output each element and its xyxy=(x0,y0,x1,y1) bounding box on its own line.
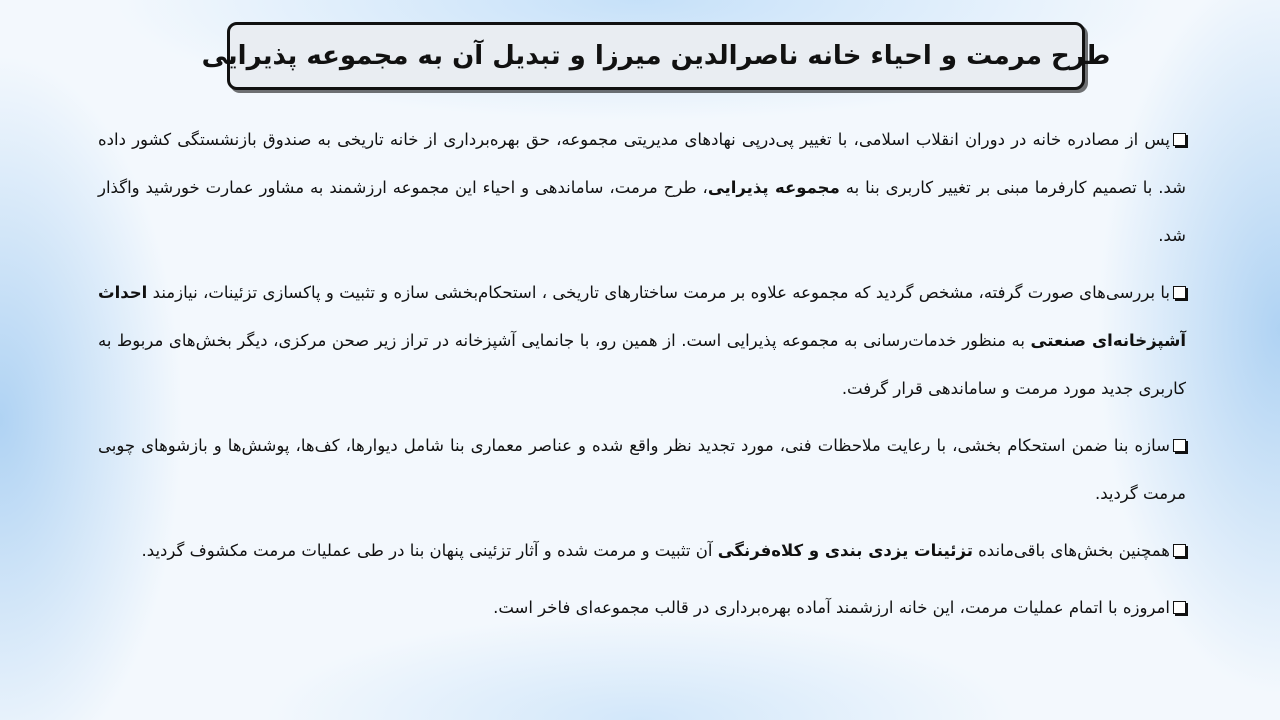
paragraph-1 xyxy=(98,116,1186,260)
paragraph-text: آن تثبیت و مرمت شده و آثار تزئینی پنهان بنا در طی عملیات مرمت مکشوف گردید. xyxy=(141,541,718,560)
paragraph-bold-text: احداث آشپزخانه‌ای صنعتی xyxy=(98,283,1186,350)
paragraph-5 xyxy=(98,584,1186,632)
paragraph-bold-text: مجموعه پذیرایی xyxy=(707,178,840,197)
paragraph-3 xyxy=(98,422,1186,518)
paragraph-text: به منظور خدمات‌رسانی به مجموعه پذیرایی است. از همین رو، با جانمایی آشپزخانه در تراز زیر صحن مرکزی، دیگر بخش‌های مربوط به کاربری جدید مورد مرمت و ساماندهی قرار گرفت. xyxy=(98,331,1186,398)
checkbox-bullet-icon xyxy=(1173,286,1186,299)
checkbox-bullet-icon xyxy=(1173,544,1186,557)
paragraph-text: سازه بنا ضمن استحکام بخشی، با رعایت ملاحظات فنی، مورد تجدید نظر واقع شده و عناصر معماری بنا شامل دیوارها، کف‌ها، پوشش‌ها و بازشوهای چوبی مرمت گردید. xyxy=(98,436,1186,503)
paragraph-text: پس از مصادره خانه در دوران انقلاب اسلامی، با تغییر پی‌درپی نهادهای مدیریتی مجموعه، حق بهره‌برداری از خانه تاریخی به صندوق بازنشستگی کشور داده شد. با تصمیم کارفرما مبنی بر تغییر کاربری بنا به xyxy=(98,130,1186,197)
paragraph-bold-text: تزئینات یزدی بندی و کلاه‌فرنگی xyxy=(717,541,973,560)
checkbox-bullet-icon xyxy=(1173,601,1186,614)
checkbox-bullet-icon xyxy=(1173,133,1186,146)
paragraph-text: امروزه با اتمام عملیات مرمت، این خانه ارزشمند آماده بهره‌برداری در قالب مجموعه‌ای فاخر است. xyxy=(493,598,1170,617)
checkbox-bullet-icon xyxy=(1173,439,1186,452)
paragraph-4 xyxy=(98,527,1186,575)
title-box xyxy=(201,22,1111,90)
slide-body xyxy=(98,116,1186,632)
slide-title: طرح مرمت و احیاء خانه ناصرالدین میرزا و تبدیل آن به مجموعه پذیرایی xyxy=(201,41,1111,71)
paragraph-text: همچنین بخش‌های باقی‌مانده xyxy=(972,541,1170,560)
paragraph-text: ، طرح مرمت، ساماندهی و احیاء این مجموعه ارزشمند به مشاور عمارت خورشید واگذار شد. xyxy=(98,178,1186,245)
paragraph-text: با بررسی‌های صورت گرفته، مشخص گردید که مجموعه علاوه بر مرمت ساختارهای تاریخی ، استحکام‌بخشی سازه و تثبیت و پاکسازی تزئینات، نیازمند xyxy=(147,283,1170,302)
paragraph-2 xyxy=(98,269,1186,413)
